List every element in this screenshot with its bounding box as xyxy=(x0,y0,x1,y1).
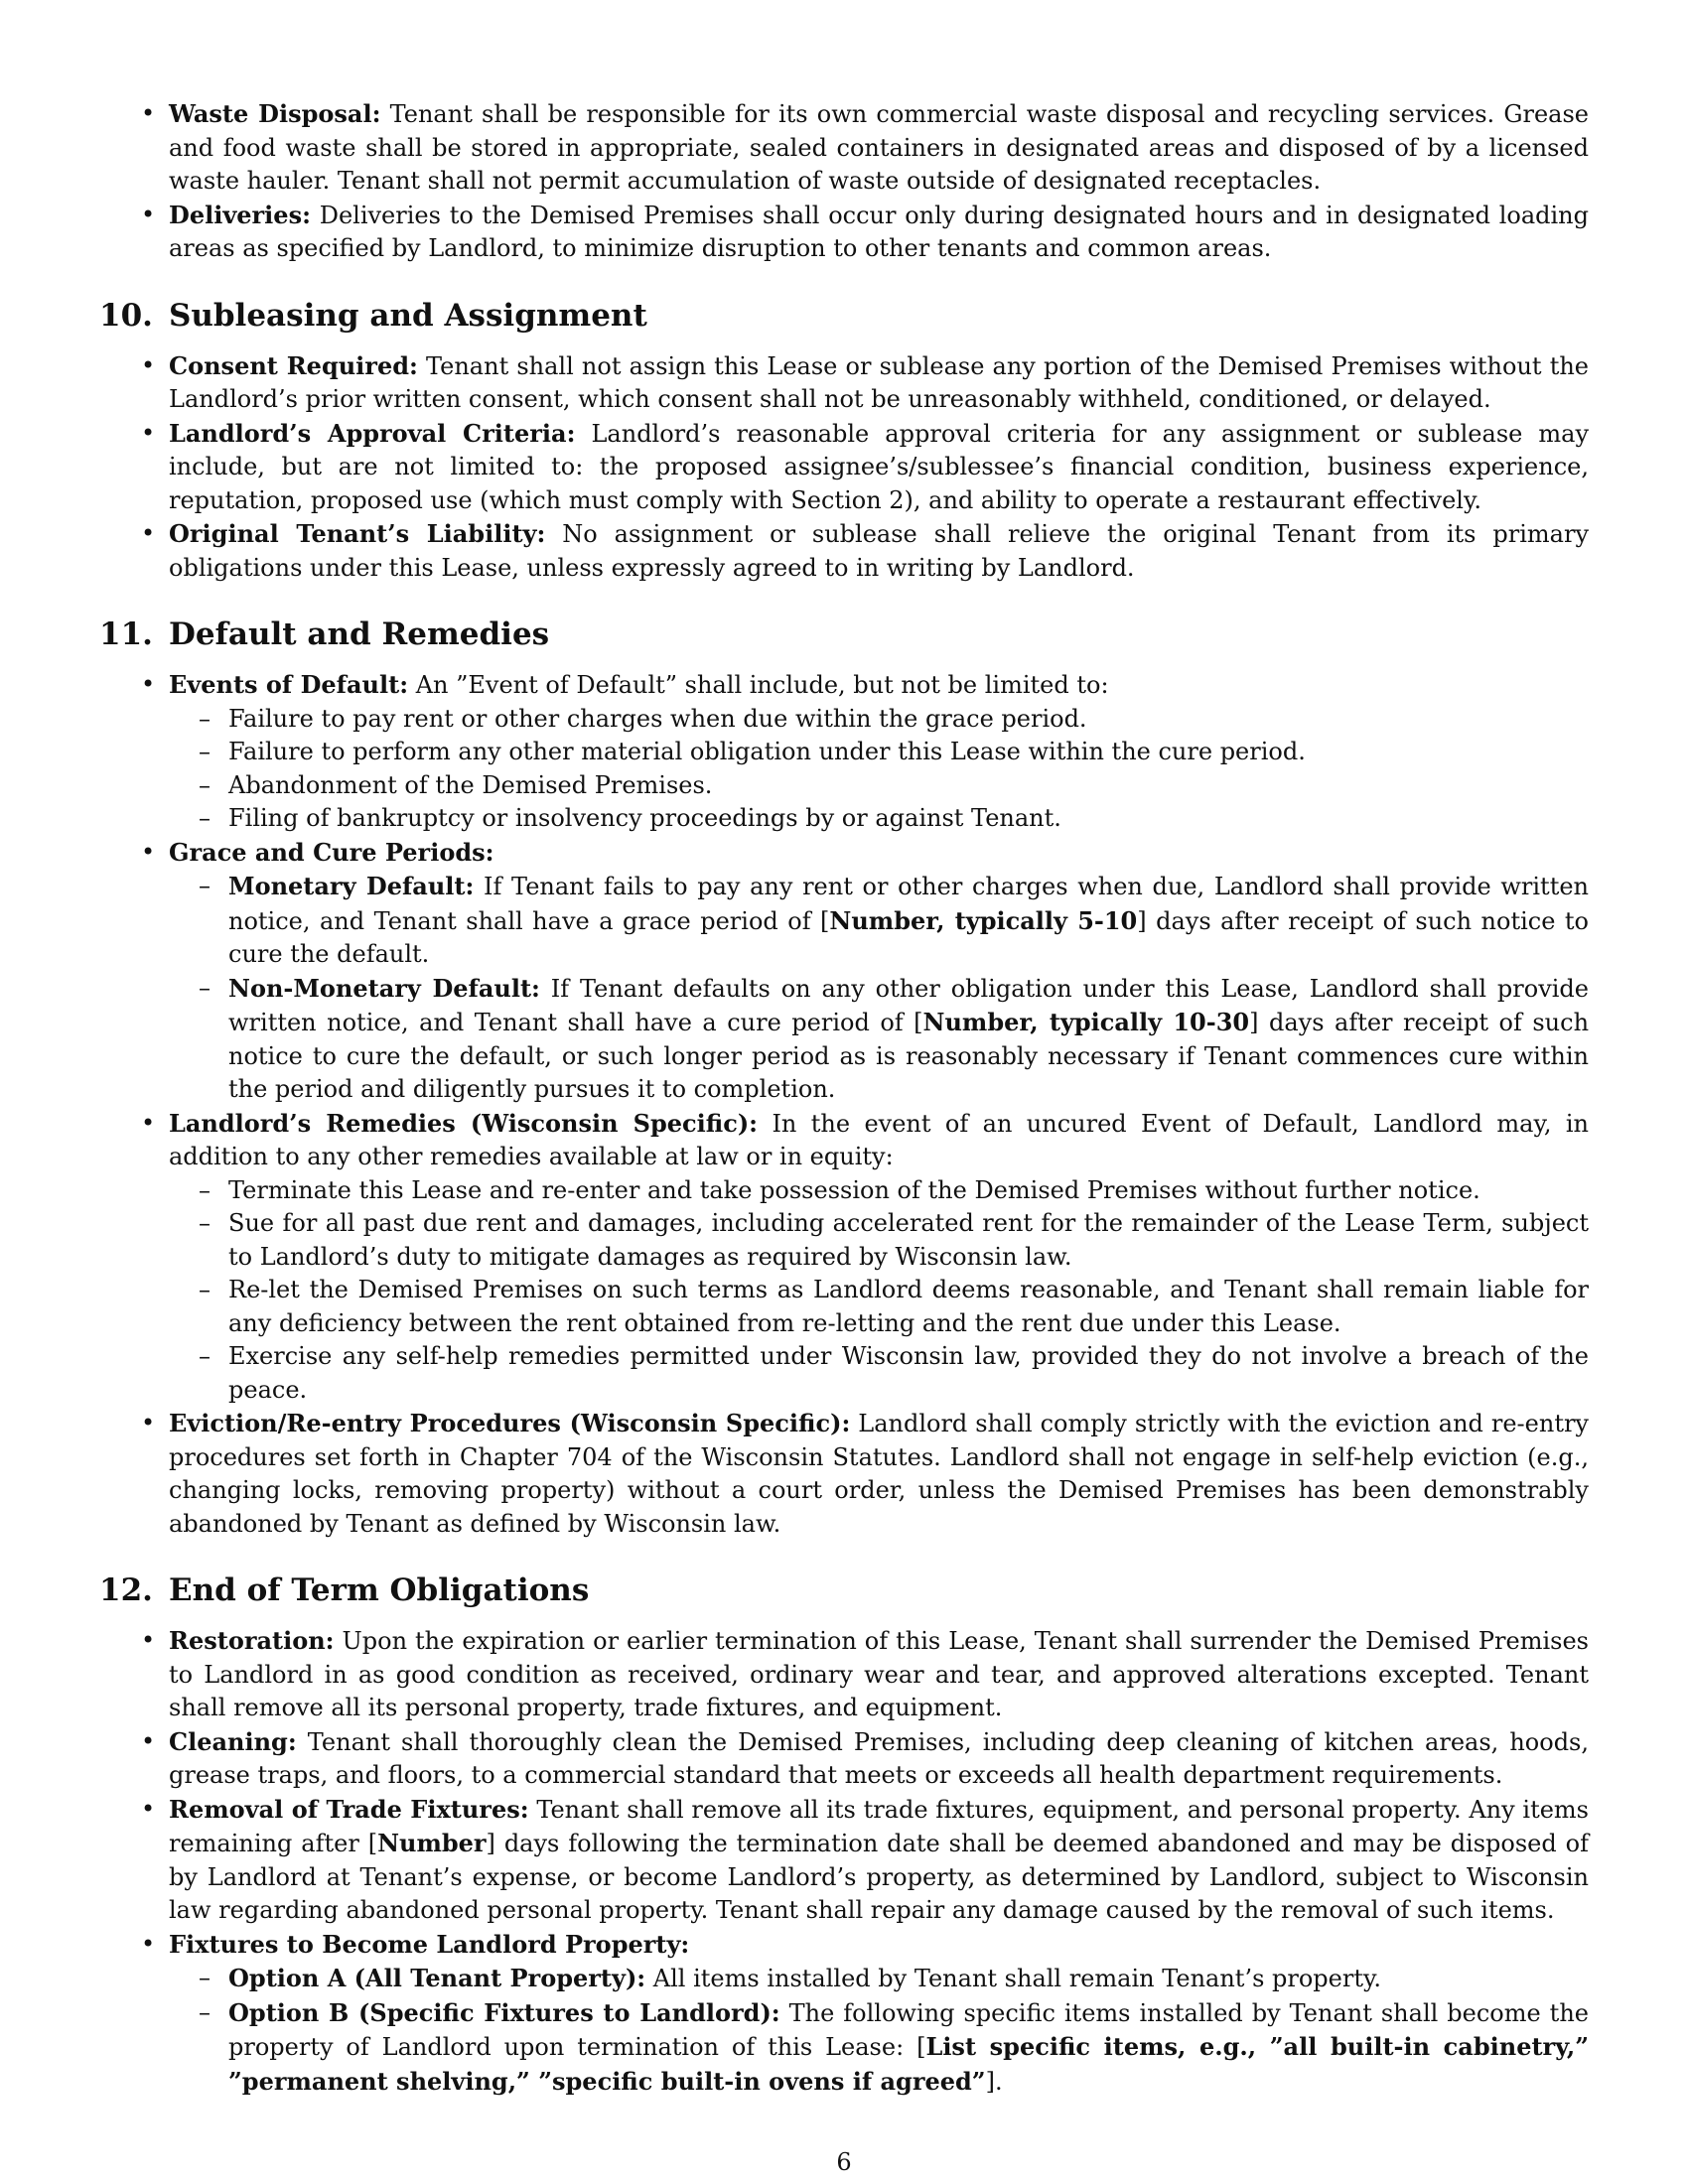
item-text: Tenant shall thoroughly clean the Demised Premises, including deep cleaning of kitchen areas, hoods, grease traps, and floors, to a commercial standard that meets or exceeds all health department requirements. xyxy=(169,1727,1589,1789)
option-a-item xyxy=(169,1962,1589,1996)
section-number: 11. xyxy=(99,616,153,652)
fixtures-sublist xyxy=(169,1962,1589,2099)
sub-label: Option A (All Tenant Property): xyxy=(228,1964,646,1992)
item-label: Events of Default: xyxy=(169,670,409,699)
sub-text: The following specific items installed by Tenant shall become the property of Landlord upon termination of this Lease: [ xyxy=(228,1998,1589,2061)
section-10-heading xyxy=(99,296,1589,336)
sub-item: – Re-let the Demised Premises on such terms as Landlord deems reasonable, and Tenant shall remain liable for any deficiency between the rent obtained from re-letting and the rent due under this Lease. xyxy=(169,1274,1589,1340)
item-label: Restoration: xyxy=(169,1626,335,1655)
sub-text: ] days after receipt of such notice to cure the default, or such longer period as is reasonably necessary if Tenant commences cure within the period and diligently pursues it to completion. xyxy=(228,1009,1590,1103)
option-b-item xyxy=(169,1996,1589,2100)
cleaning-item xyxy=(99,1725,1589,1793)
sub-label: Option B (Specific Fixtures to Landlord): xyxy=(228,1997,780,2027)
section-title-text: End of Term Obligations xyxy=(168,1572,590,1608)
section-11-heading xyxy=(99,614,1589,654)
item-label: Original Tenant’s Liability: xyxy=(169,519,546,548)
removal-trade-fixtures-item xyxy=(99,1793,1589,1928)
item-label: Landlord’s Remedies (Wisconsin Specific): xyxy=(169,1108,759,1138)
item-label: Landlord’s Approval Criteria: xyxy=(169,418,576,448)
section-12-list xyxy=(99,1624,1589,2099)
page-content xyxy=(99,97,1589,2099)
sub-text: ]. xyxy=(985,2067,1003,2096)
sub-item: – Failure to pay rent or other charges when due within the grace period. xyxy=(169,703,1589,737)
section-title-text: Subleasing and Assignment xyxy=(168,297,647,334)
page-number: 6 xyxy=(836,2148,852,2176)
sub-item: – Failure to perform any other material obligation under this Lease within the cure period. xyxy=(169,736,1589,769)
placeholder-text: Number, typically 10-30 xyxy=(922,1008,1250,1036)
sub-item: – Sue for all past due rent and damages, including accelerated rent for the remainder of the Lease Term, subject to Landlord’s duty to mitigate damages as required by Wisconsin law. xyxy=(169,1207,1589,1274)
item-text: Deliveries to the Demised Premises shall occur only during designated hours and in designated loading areas as specified by Landlord, to minimize disruption to other tenants and common areas. xyxy=(169,201,1589,262)
item-label: Fixtures to Become Landlord Property: xyxy=(169,1929,690,1959)
item-text: Upon the expiration or earlier termination of this Lease, Tenant shall surrender the Demised Premises to Landlord in as good condition as received, ordinary wear and tear, and approved alterations excepted. Tenant shall remove all its personal property, trade fixtures, and equipment. xyxy=(169,1627,1589,1721)
sub-label: Monetary Default: xyxy=(228,872,475,900)
sub-item: – Terminate this Lease and re-enter and take possession of the Demised Premises without further notice. xyxy=(169,1174,1589,1208)
section-number: 10. xyxy=(99,297,153,334)
fixtures-landlord-property-item xyxy=(99,1928,1589,2100)
non-monetary-default-item xyxy=(169,972,1589,1107)
sub-label: Non-Monetary Default: xyxy=(228,973,540,1003)
landlord-remedies-item xyxy=(99,1107,1589,1408)
sub-item: – Abandonment of the Demised Premises. xyxy=(169,769,1589,803)
item-text: Tenant shall not assign this Lease or sublease any portion of the Demised Premises without the Landlord’s prior written consent, which consent shall not be unreasonably withheld, conditioned, or delayed. xyxy=(169,351,1589,413)
item-text: An ”Event of Default” shall include, but not be limited to: xyxy=(408,671,1109,699)
original-tenant-liability-item xyxy=(99,517,1589,585)
item-text: In the event of an uncured Event of Default, Landlord may, in addition to any other remedies available at law or in equity: xyxy=(169,1109,1589,1170)
section-9-list xyxy=(99,97,1589,266)
monetary-default-item xyxy=(169,870,1589,972)
item-label: Eviction/Re-entry Procedures (Wisconsin Specific): xyxy=(169,1409,851,1437)
item-text: Tenant shall remove all its trade fixtures, equipment, and personal property. Any items remaining after [ xyxy=(169,1795,1589,1857)
item-text: Tenant shall be responsible for its own commercial waste disposal and recycling services. Grease and food waste shall be stored in appropriate, sealed containers in designated areas and disposed of by a licensed waste hauler. Tenant shall not permit accumulation of waste outside of designated receptacles. xyxy=(169,100,1589,195)
eviction-procedures-item xyxy=(99,1407,1589,1541)
item-label: Grace and Cure Periods: xyxy=(169,837,494,867)
sub-text: If Tenant defaults on any other obligation under this Lease, Landlord shall provide written notice, and Tenant shall have a cure period of [ xyxy=(228,974,1589,1036)
sub-text: All items installed by Tenant shall remain Tenant’s property. xyxy=(645,1965,1381,1992)
item-label: Deliveries: xyxy=(169,200,311,229)
item-label: Cleaning: xyxy=(169,1726,297,1756)
item-text: No assignment or sublease shall relieve the original Tenant from its primary obligations under this Lease, unless expressly agreed to in writing by Landlord. xyxy=(169,520,1589,582)
section-number: 12. xyxy=(99,1572,153,1608)
section-11-list xyxy=(99,668,1589,1541)
sub-item: – Exercise any self-help remedies permitted under Wisconsin law, provided they do not involve a breach of the peace. xyxy=(169,1340,1589,1407)
events-of-default-item xyxy=(99,668,1589,836)
placeholder-text: Number xyxy=(377,1829,487,1857)
events-sublist xyxy=(169,703,1589,836)
item-label: Waste Disposal: xyxy=(169,99,381,128)
sub-text: ] days after receipt of such notice to cure the default. xyxy=(228,906,1589,968)
item-text: Landlord’s reasonable approval criteria for any assignment or sublease may include, but are not limited to: the proposed assignee’s/sublessee’s financial condition, business experience, reputation, proposed use (which must comply with Section 2), and ability to operate a restaurant effectively. xyxy=(169,419,1590,514)
remedies-sublist xyxy=(169,1174,1589,1408)
item-label: Consent Required: xyxy=(169,350,418,380)
item-text: Landlord shall comply strictly with the eviction and re-entry procedures set forth in Chapter 704 of the Wisconsin Statutes. Landlord shall not engage in self-help eviction (e.g., changing locks, removing property) without a court order, unless the Demised Premises has been demonstrably abandoned by Tenant as defined by Wisconsin law. xyxy=(169,1410,1589,1538)
deliveries-item xyxy=(99,199,1589,266)
item-text: ] days following the termination date shall be deemed abandoned and may be disposed of by Landlord at Tenant’s expense, or become Landlord’s property, as determined by Landlord, subject to Wisconsin law regarding abandoned personal property. Tenant shall repair any damage caused by the removal of such items. xyxy=(169,1830,1589,1924)
grace-cure-periods-item xyxy=(99,836,1589,1107)
restoration-item xyxy=(99,1624,1589,1725)
grace-sublist xyxy=(169,870,1589,1107)
placeholder-text: Number, typically 5-10 xyxy=(829,905,1138,935)
consent-required-item xyxy=(99,349,1589,417)
item-label: Removal of Trade Fixtures: xyxy=(169,1794,529,1824)
placeholder-text: List specific items, e.g., ”all built-in cabinetry,” ”permanent shelving,” ”specific built-in ovens if agreed” xyxy=(228,2032,1590,2096)
waste-disposal-item xyxy=(99,97,1589,199)
approval-criteria-item xyxy=(99,417,1589,518)
section-12-heading xyxy=(99,1570,1589,1610)
sub-text: If Tenant fails to pay any rent or other charges when due, Landlord shall provide written notice, and Tenant shall have a grace period of [ xyxy=(228,873,1589,935)
sub-item: – Filing of bankruptcy or insolvency proceedings by or against Tenant. xyxy=(169,802,1589,836)
section-10-list xyxy=(99,349,1589,586)
section-title-text: Default and Remedies xyxy=(168,616,550,652)
